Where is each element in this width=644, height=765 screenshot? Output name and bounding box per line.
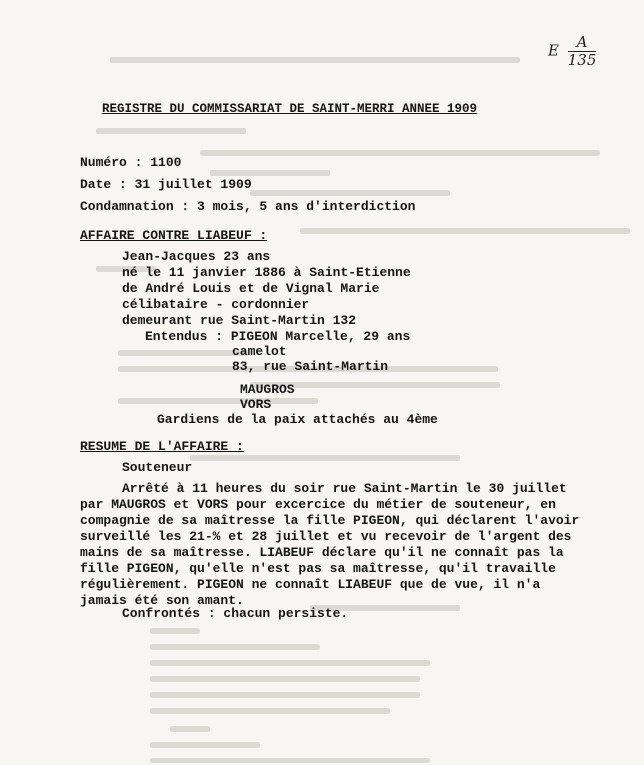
agents-role: Gardiens de la paix attachés au 4ème	[157, 412, 438, 427]
witness-line: 83, rue Saint-Martin	[232, 359, 389, 374]
resume-paragraph-line: surveillé les 21-% et 28 juillet et vu recevoir de l'argent des	[80, 529, 572, 544]
accused-line: Jean-Jacques 23 ans	[122, 249, 271, 264]
resume-paragraph-line: jamais été son amant.	[80, 593, 244, 608]
annotation-fraction	[568, 34, 597, 69]
resume-paragraph-line: compagnie de sa maîtresse la fille PIGEON, qui déclarent l'avoir	[80, 513, 580, 528]
confrontation-line: Confrontés : chacun persiste.	[122, 606, 349, 621]
witness-line: Entendus : PIGEON Marcelle, 29 ans	[145, 329, 411, 344]
record-number: Numéro : 1100	[80, 155, 182, 170]
accused-line: né le 11 janvier 1886 à Saint-Etienne	[122, 265, 411, 280]
annotation-prefix: E	[548, 41, 559, 60]
witness-line: camelot	[232, 344, 287, 359]
resume-heading: RESUME DE L'AFFAIRE :	[80, 439, 244, 454]
accused-line: célibataire - cordonnier	[122, 297, 310, 312]
record-condemnation: Condamnation : 3 mois, 5 ans d'interdiction	[80, 199, 416, 214]
resume-paragraph-line: Arrêté à 11 heures du soir rue Saint-Martin le 30 juillet	[122, 481, 567, 496]
annotation-denominator: 135	[567, 51, 597, 69]
agent-name: MAUGROS	[240, 382, 295, 397]
resume-paragraph-line: fille PIGEON, qu'elle n'est pas sa maîtresse, qu'il travaille	[80, 561, 556, 576]
archive-reference-annotation	[548, 34, 596, 69]
agent-name: VORS	[240, 397, 272, 412]
resume-paragraph-line: mains de sa maîtresse. LIABEUF déclare qu'il ne connaît pas la	[80, 545, 564, 560]
annotation-numerator: A	[568, 34, 597, 52]
affaire-heading: AFFAIRE CONTRE LIABEUF :	[80, 228, 268, 243]
record-date: Date : 31 juillet 1909	[80, 177, 252, 192]
accused-line: de André Louis et de Vignal Marie	[122, 281, 380, 296]
resume-paragraph-line: par MAUGROS et VORS pour excercice du métier de souteneur, en	[80, 497, 556, 512]
resume-paragraph-line: régulièrement. PIGEON ne connaît LIABEUF que de vue, il n'a	[80, 577, 541, 592]
accused-line: demeurant rue Saint-Martin 132	[122, 313, 357, 328]
register-title: REGISTRE DU COMMISSARIAT DE SAINT-MERRI ANNEE 1909	[102, 102, 478, 116]
resume-type: Souteneur	[122, 460, 193, 475]
